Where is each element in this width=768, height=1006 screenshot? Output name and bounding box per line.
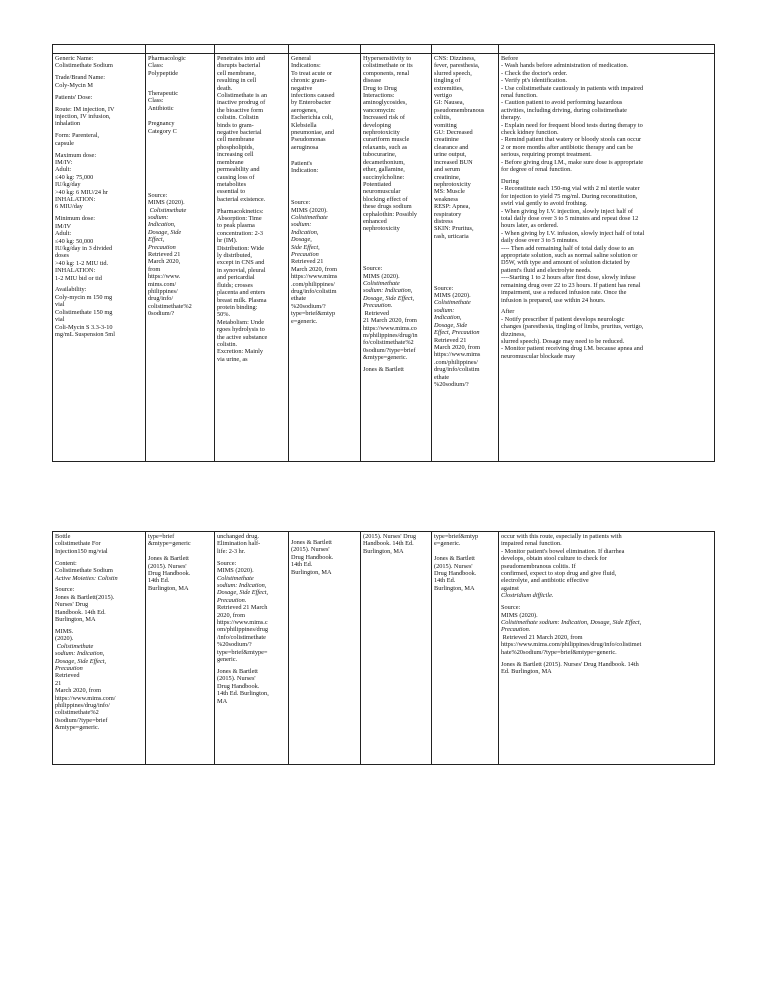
header-cell (361, 45, 432, 54)
table-row (53, 54, 715, 462)
header-cell (146, 45, 215, 54)
contraindication-cell (361, 532, 432, 765)
mechanism-cell (215, 532, 289, 765)
content-italic: Active Moieties: Colistin (55, 574, 118, 582)
header-cell (499, 45, 715, 54)
header-row (53, 45, 715, 54)
drug-study-table-page2 (52, 531, 715, 765)
source-tail: Retrieved 21 March 2020, from https://www. mims.com/ philippines/ drug/info/ colistimethate%2 0sodium/? (148, 251, 192, 318)
source-tail: Retrieved 21 March 2020, from https://www.mims.c om/philippines/drug /info/colistimethate %20sodium/? type=brief&mtype= generic. (217, 604, 269, 663)
source-label: Source: (217, 559, 237, 567)
source-text: MIMS (2020). (148, 199, 185, 207)
therapeutic-class: Therapeutic Class: Antibiotic (148, 89, 179, 112)
classification-cell (146, 54, 215, 462)
source-label: Source: (501, 604, 521, 612)
contraindication-cell (361, 54, 432, 462)
table-row (53, 532, 715, 765)
mims-tail: Retrieved 21 March 2020, from https://www.mims.com/ philippines/drug/info/ colistimethate%2 0sodium/?type=brief &mtype=generic. (55, 672, 116, 732)
classification-continued: type=brief &mtype=generic Jones & Bartlett (2015). Nurses' Drug Handbook. 14th Ed. Burlington, MA (148, 533, 191, 592)
source-tail: Retrieved 21 March 2020, from https://www.mims.co m/philippines/drug/in fo/colistimethate%2 0sodium/?type=brief &mtype=generic. (363, 309, 418, 362)
source-reference: Source: Jones & Bartlett(2015). Nurses' Drug Handbook. 14th Ed. Burlington, MA (55, 586, 115, 624)
mechanism-text: Penetrates into and disrupts bacterial cell membrane, resulting in cell death. Colistimethate is an inactive prodrug of the bioactive form colistin. Colistin binds to gram- negative bacterial cell membrane phospholipids, increasing cell membrane permeability and causing loss of metabolites essential to bacterial existence. (217, 55, 268, 203)
source-tail: Retrieved 21 March 2020, from https://www.mims .com/philippines/ drug/info/colistim ethate %20sodium/? type=brief&mtyp e=generic. (291, 258, 338, 325)
header-cell (289, 45, 361, 54)
header-cell (53, 45, 146, 54)
during-section: During - Reconstitute each 150-mg vial with 2 ml sterile water for injection to yield 75 mg/ml. During reconstitution, swirl vial gently to avoid frothing. - When giving by I.V. injection, slowly inject half of total daily dose over 3 to 5 minutes and repeat dose 12 hours later, as ordered. - When giving by I.V. infusion, slowly inject half of total daily dose over 3 to 5 minutes. ---- Then add remaining half of total daily dose to an appropriate solution, such as normal saline solution or D5W, with type and amount of solution dictated by patient's fluid and electrolyte needs. ----Starting 1 to 2 hours after first dose, slowly infuse remaining drug over 22 to 23 hours. If patient has renal impairment, use a reduced infusion rate. Once the infusion is prepared, use within 24 hours. (501, 178, 645, 304)
source-italic: Colistimethate sodium: Indication, Dosage, Side Effect, Precaution (148, 206, 187, 251)
route: Route: IM injection, IV injection, IV infusion, inhalation (55, 105, 115, 128)
reference-continued: (2015). Nurses' Drug Handbook. 14th Ed. Burlington, MA (363, 533, 417, 555)
availability: Availability: Coly-mycin m 150 mg vial Colistimethate 150 mg vial Coli-Mycin S 3.3-3-10 mg/mL Suspension 5ml (55, 286, 115, 338)
mechanism-continued: unchanged drug. Elimination half- life: 2-3 hr. (217, 533, 261, 555)
side-effects-cell (432, 532, 499, 765)
header-cell (215, 45, 289, 54)
content-label: Content: Colistimethate Sodium (55, 559, 113, 575)
source-text: MIMS (2020). (363, 272, 400, 280)
drug-study-table-page1 (52, 44, 715, 462)
trade-name: Trade/Brand Name: Coly-Mycin M (55, 74, 105, 89)
source-label: Source: (434, 284, 454, 292)
reference: Jones & Bartlett (2015). Nurses' Drug Handbook. 14th Ed. Burlington, MA (217, 667, 269, 705)
nursing-responsibilities-cell (499, 532, 715, 765)
after-section: After - Notify prescriber if patient develops neurologic changes (paresthesia, tingling of limbs, pruritus, vertigo, dizziness, slurred speech). Dosage may need to be reduced. - Monitor patient receiving drug I.M. because apnea and neuromuscular blockade may (501, 308, 644, 360)
patients-dose: Patients' Dose: (55, 93, 93, 101)
indication-cell (289, 54, 361, 462)
patient-indication: Patient's Indication: (291, 159, 319, 175)
source-tail: Retrieved 21 March 2020, from https://www.mims .com/philippines/ drug/info/colistim ethate %20sodium/? (434, 336, 481, 388)
indication-cell (289, 532, 361, 765)
source-tail: Retrieved 21 March 2020, from https://www.mims.com/philippines/drug/info/colistimet hate%20sodium/?type=brief&mtype=generic. (501, 633, 642, 656)
source-italic: Colistimethate sodium: Indication, Dosage, Side Effect, Precaution (291, 213, 328, 258)
header-cell (432, 45, 499, 54)
generic-name: Generic Name: Colistimethate Sodium (55, 55, 113, 70)
source-italic: Colistimethate sodium: Indication, Dosage, Side Effect, Precaution. (217, 574, 269, 604)
mims-italic: Colistimethate sodium: Indication, Dosage, Side Effect, Precaution (55, 642, 107, 672)
pharmacologic-class: Pharmacologic Class: Polypeptide (148, 55, 186, 77)
reference: Jones & Bartlett (363, 366, 404, 374)
classification-cell (146, 532, 215, 765)
after-continued: occur with this route, especially in patients with impaired renal function. - Monitor patient's bowel elimination. If diarrhea develops, obtain stool culture to check for pseudomembranous colitis. If confirmed, expect to stop drug and give fluid, electrolyte, and antibiotic effective against (501, 533, 625, 592)
reference-continued: type=brief&mtyp e=generic. Jones & Bartlett (2015). Nurses' Drug Handbook. 14th Ed. Burlington, MA (434, 533, 479, 592)
source-label: Source: (291, 199, 311, 207)
source-label: Source: (148, 191, 168, 199)
nursing-responsibilities-cell (499, 54, 715, 462)
form: Form: Parenteral, capsule (55, 132, 100, 147)
source-text: MIMS (2020). (501, 611, 538, 619)
minimum-dose: Minimum dose: IM/IV Adult: ≤40 kg: 50,000 IU/kg/day in 3 divided doses >40 kg: 1-2 MIU tid. INHALATION: 1-2 MIU bid or tid (55, 215, 113, 282)
reference: Jones & Bartlett (2015). Nurses' Drug Handbook. 14th Ed. Burlington, MA (291, 539, 334, 576)
source-italic: Colistimethate sodium: Indication, Dosage, Side Effect, Precaution. (501, 618, 642, 634)
source-text: MIMS (2020). (434, 292, 471, 300)
source-text: MIMS (2020). (217, 567, 254, 575)
reference: Jones & Bartlett (2015). Nurses' Drug Handbook. 14th Ed. Burlington, MA (501, 660, 639, 675)
pharmacokinetics: Pharmacokinetics: Absorption: Time to peak plasma concentration: 2-3 hr (IM). Distribution: Wide ly distributed, except in CNS and in synovial, pleural and pericardial fluids; crosses placenta and enters breast milk. Plasma protein binding: 50%. Metabolism: Unde rgoes hydrolysis to the active substance colistin. Excretion: Mainly via urine, as (217, 207, 268, 363)
availability-continued: Bottle colistimethate For Injection150 mg/vial (55, 533, 108, 555)
drug-name-cell (53, 532, 146, 765)
source-text: MIMS (2020). (291, 206, 328, 214)
source-label: Source: (363, 265, 383, 273)
maximum-dose: Maximum dose: IM/IV: Adult: ≤40 kg: 75,000 IU/kg/day >40 kg: 6 MIU/24 hr INHALATION: 6 MIU/day (55, 151, 108, 211)
general-indications: General Indications: To treat acute or chronic gram- negative infections caused by Enterobacter aerogenes, Escherichia coli, Klebsiella pneumoniae, and Pseudomonas aeruginosa (291, 55, 335, 151)
source-italic: Colistimethate sodium: Indication, Dosage, Side Effect, Precaution. (363, 280, 415, 310)
side-effects: CNS: Dizziness, fever, paresthesia, slurred speech, tingling of extremities, vertigo GI: Nausea, pseudomembranous colitis, vomiting GU: Decreased creatinine clearance and urine output, increased BUN and serum creatinine, nephrotoxicity MS: Muscle weakness RESP: Apnea, respiratory distress SKIN: Pruritus, rash, urticaria (434, 55, 485, 240)
side-effects-cell (432, 54, 499, 462)
before-section: Before - Wash hands before administration of medication. - Check the doctor's order. - Verify pt's identification. - Use colistimethate cautiously in patients with impaired renal function. - Caution patient to avoid performing hazardous activities, including driving, during colistimethate therapy. - Explain need for frequent blood tests during therapy to check kidney function. - Remind patient that watery or bloody stools can occur 2 or more months after antibiotic therapy and can be serious, requiring prompt treatment. - Before giving drug I.M., make sure dose is appropriate for degree of renal function. (501, 55, 644, 174)
pregnancy-category: Pregnancy Category C (148, 120, 177, 135)
mechanism-cell (215, 54, 289, 462)
after-italic: Clostridium difficile. (501, 592, 554, 600)
source-italic: Colistimethate sodium: Indication, Dosage, Side Effect, Precaution (434, 299, 480, 337)
contraindications: Hypersensitivity to colistimethate or its components, renal disease Drug to Drug Interactions: aminoglycosides, vancomycin: Increased risk of developing nephrotoxicity curariform muscle relaxants, such as tubocurarine, decamethonium, ether, gallamine, succinylcholine: Potentiated neuromuscular blocking effect of these drugs sodium cephalothin: Possibly enhanced nephrotoxicity (363, 55, 418, 233)
drug-name-cell (53, 54, 146, 462)
mims-label: MIMS. (2020). (55, 627, 74, 643)
